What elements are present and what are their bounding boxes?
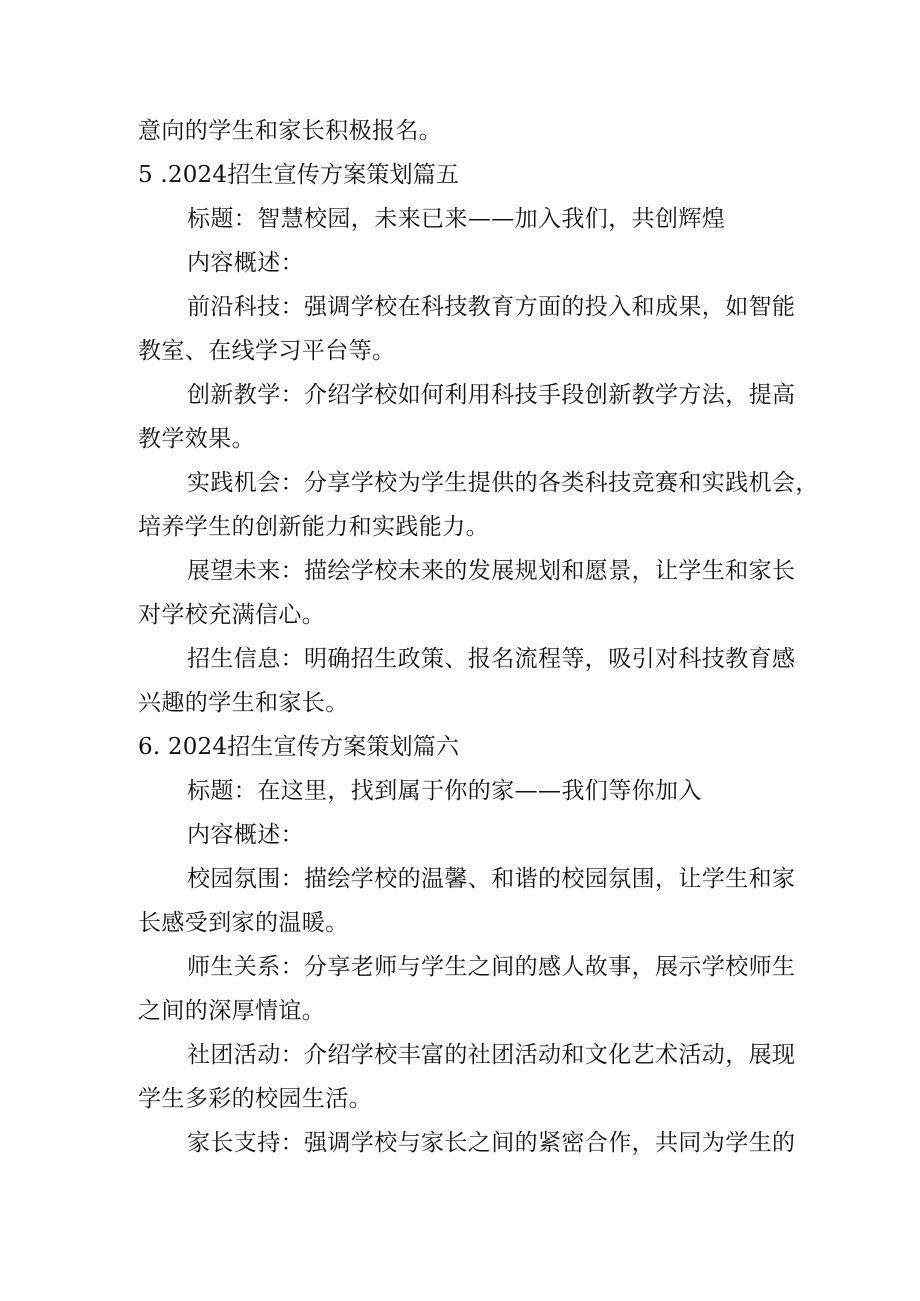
- section-5-item-practice-line-2: 培养学生的创新能力和实践能力。: [138, 514, 489, 540]
- section-5-title: 标题：智慧校园，未来已来——加入我们，共创辉煌: [187, 206, 726, 232]
- section-heading-5: 5 .2024招生宣传方案策划篇五: [138, 162, 460, 188]
- section-5-item-enrollment-line-2: 兴趣的学生和家长。: [138, 690, 349, 716]
- section-5-item-tech-line-2: 教室、在线学习平台等。: [138, 338, 396, 364]
- section-5-item-future-line-1: 展望未来：描绘学校未来的发展规划和愿景，让学生和家长: [187, 558, 796, 584]
- paragraph-continuation: 意向的学生和家长积极报名。: [138, 118, 443, 144]
- section-5-item-teaching-line-1: 创新教学：介绍学校如何利用科技手段创新教学方法，提高: [187, 382, 796, 408]
- section-6-item-clubs-line-1: 社团活动：介绍学校丰富的社团活动和文化艺术活动，展现: [187, 1042, 796, 1068]
- section-6-item-teachers-line-2: 之间的深厚情谊。: [138, 998, 326, 1024]
- section-6-title: 标题：在这里，找到属于你的家——我们等你加入: [187, 778, 702, 804]
- section-6-item-parents-line-1: 家长支持：强调学校与家长之间的紧密合作，共同为学生的: [187, 1130, 796, 1156]
- section-6-overview-label: 内容概述：: [187, 822, 304, 848]
- section-6-item-campus-line-1: 校园氛围：描绘学校的温馨、和谐的校园氛围，让学生和家: [187, 866, 796, 892]
- section-5-item-enrollment-line-1: 招生信息：明确招生政策、报名流程等，吸引对科技教育感: [187, 646, 796, 672]
- section-heading-6: 6. 2024招生宣传方案策划篇六: [138, 734, 460, 760]
- section-5-overview-label: 内容概述：: [187, 250, 304, 276]
- section-6-item-campus-line-2: 长感受到家的温暖。: [138, 910, 349, 936]
- section-5-item-practice-line-1: 实践机会：分享学校为学生提供的各类科技竞赛和实践机会，: [187, 470, 819, 496]
- section-5-item-tech-line-1: 前沿科技：强调学校在科技教育方面的投入和成果，如智能: [187, 294, 796, 320]
- section-5-item-future-line-2: 对学校充满信心。: [138, 602, 326, 628]
- section-5-item-teaching-line-2: 教学效果。: [138, 426, 255, 452]
- section-6-item-teachers-line-1: 师生关系：分享老师与学生之间的感人故事，展示学校师生: [187, 954, 796, 980]
- section-6-item-clubs-line-2: 学生多彩的校园生活。: [138, 1086, 372, 1112]
